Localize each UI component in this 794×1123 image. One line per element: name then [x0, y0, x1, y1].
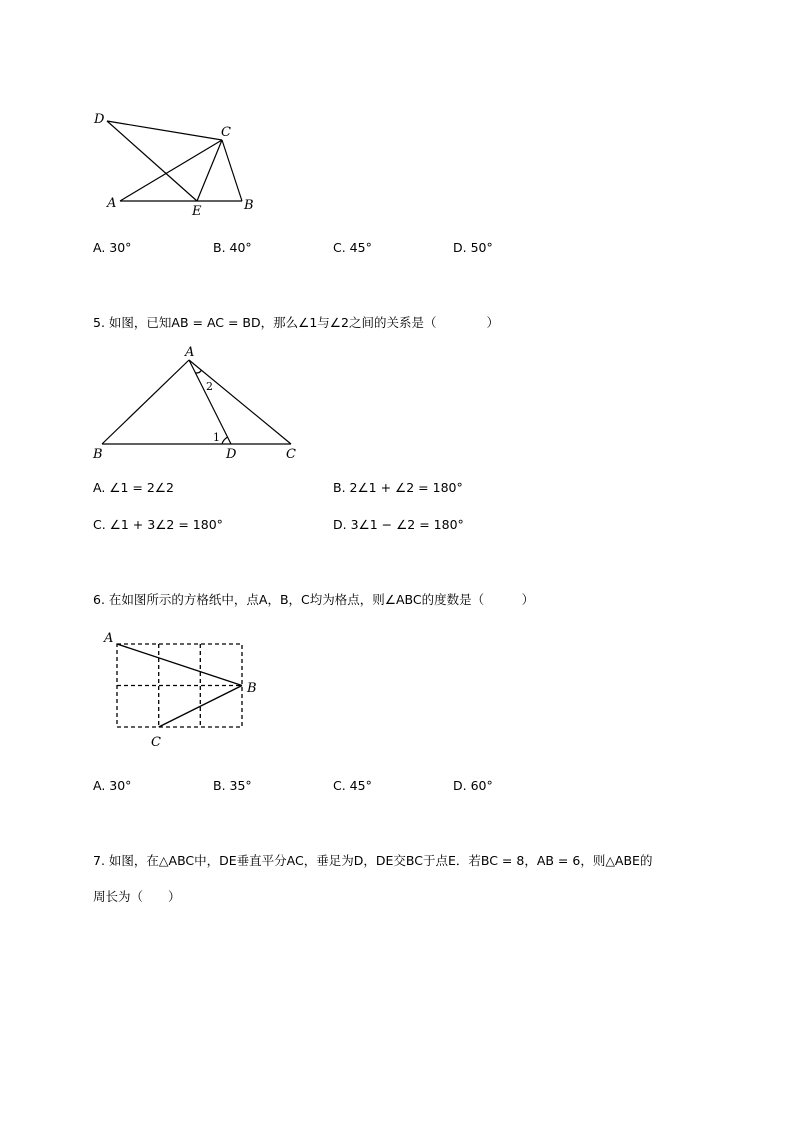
segment-DE	[107, 121, 197, 201]
q5-option-d: D. 3∠1 − ∠2 = 180°	[333, 517, 464, 532]
q5-option-b: B. 2∠1 + ∠2 = 180°	[333, 480, 463, 495]
label-B: B	[244, 198, 254, 213]
q6-stem: 6. 在如图所示的方格纸中，点A，B，C均为格点，则∠ABC的度数是（ ）	[93, 592, 535, 607]
q6-option-b: B. 35°	[213, 778, 252, 793]
q5-option-a: A. ∠1 = 2∠2	[93, 480, 174, 495]
q4-figure	[80, 105, 280, 220]
label-D: D	[226, 447, 237, 462]
angle-2-arc	[195, 370, 201, 373]
label-E: E	[192, 204, 202, 219]
q5-option-c: C. ∠1 + 3∠2 = 180°	[93, 517, 223, 532]
label-B: B	[247, 681, 257, 696]
label-C: C	[151, 735, 161, 750]
segment-CB	[159, 686, 242, 728]
label-D: D	[94, 112, 105, 127]
segment-AC	[120, 140, 222, 201]
angle-1-label: 1	[213, 431, 220, 444]
q6-option-d: D. 60°	[453, 778, 493, 793]
label-C: C	[286, 447, 296, 462]
segment-AB	[102, 360, 189, 444]
q5-stem: 5. 如图，已知AB = AC = BD，那么∠1与∠2之间的关系是（ ）	[93, 315, 499, 330]
q6-option-c: C. 45°	[333, 778, 372, 793]
q7-stem-line-2: 周长为（ ）	[93, 889, 181, 904]
label-A: A	[185, 345, 195, 360]
angle-1-arc	[222, 437, 228, 444]
label-B: B	[93, 447, 103, 462]
q4-option-b: B. 40°	[213, 240, 252, 255]
segment-AB	[117, 644, 242, 686]
label-A: A	[107, 196, 117, 211]
q6-option-a: A. 30°	[93, 778, 132, 793]
q7-stem-line-1: 7. 如图，在△ABC中，DE垂直平分AC，垂足为D，DE交BC于点E．若BC = 8，AB = 6，则△ABE的	[93, 853, 653, 868]
q6-figure	[95, 625, 275, 750]
angle-2-label: 2	[206, 380, 213, 393]
q5-figure	[85, 340, 315, 465]
q4-option-a: A. 30°	[93, 240, 132, 255]
q4-option-c: C. 45°	[333, 240, 372, 255]
segment-CB	[222, 140, 242, 201]
label-A: A	[104, 631, 114, 646]
segment-DC	[107, 121, 222, 140]
segment-EC	[197, 140, 222, 201]
label-C: C	[221, 125, 231, 140]
q4-option-d: D. 50°	[453, 240, 493, 255]
segment-AC	[189, 360, 291, 444]
